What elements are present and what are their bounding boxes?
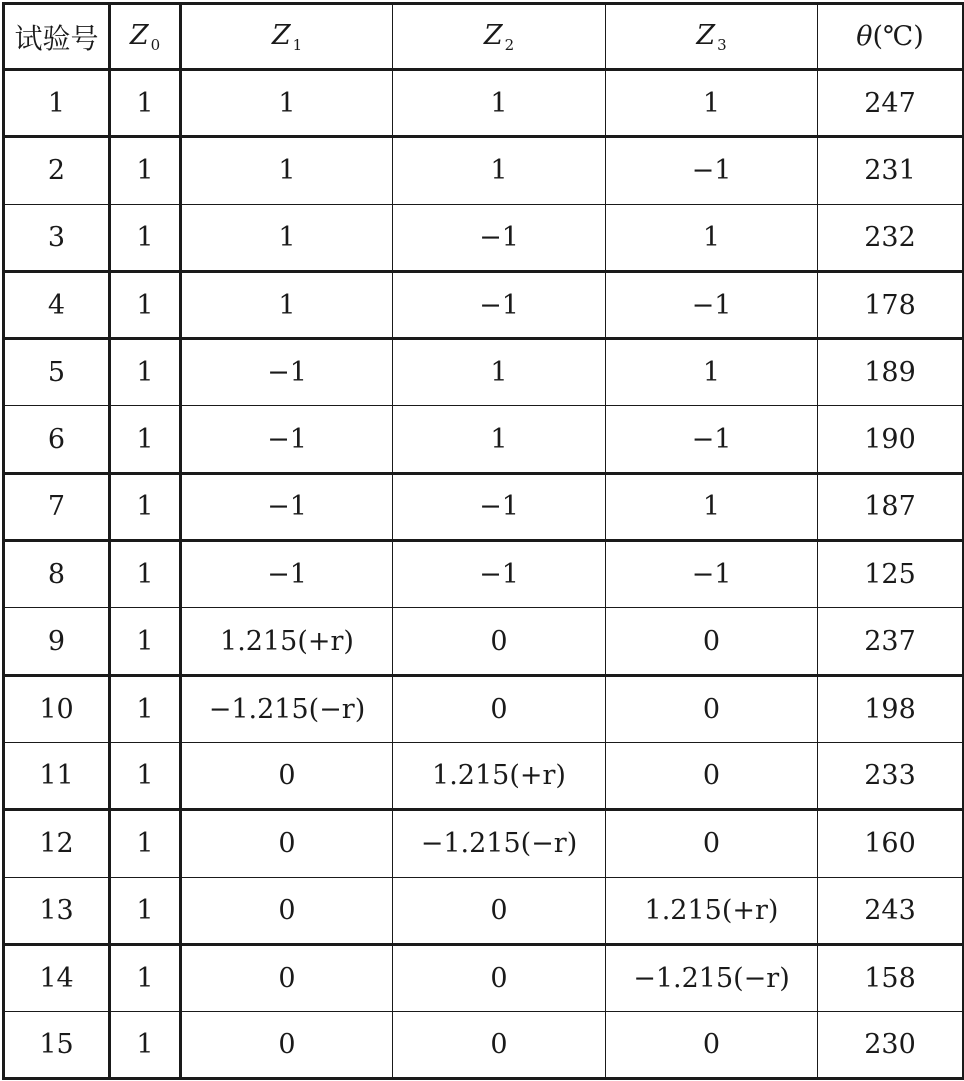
theta-cell: 247: [818, 70, 964, 137]
z1-cell: −1: [181, 541, 393, 608]
table-row: [4, 1012, 964, 1079]
theta-cell: 230: [818, 1012, 964, 1079]
theta-cell: 160: [818, 810, 964, 877]
z1-cell: 0: [181, 877, 393, 944]
z1-cell: 0: [181, 944, 393, 1011]
test-number-header: 试验号: [4, 4, 110, 70]
z0-cell: 1: [110, 70, 181, 137]
table-row: [4, 339, 964, 406]
z2-cell: 1.215(+r): [393, 742, 606, 809]
theta-cell: 231: [818, 137, 964, 204]
z0-cell: 1: [110, 204, 181, 271]
z0-cell: 1: [110, 271, 181, 338]
z2-symbol: Z: [483, 19, 503, 51]
table-row: [4, 204, 964, 271]
header-row: [4, 4, 964, 70]
test-number-cell: 13: [4, 877, 110, 944]
z3-cell: 1.215(+r): [606, 877, 818, 944]
z0-symbol: Z: [129, 19, 149, 51]
test-number-cell: 12: [4, 810, 110, 877]
z2-cell: 0: [393, 608, 606, 675]
table-row: [4, 541, 964, 608]
table-row: [4, 877, 964, 944]
z2-cell: 0: [393, 675, 606, 742]
z3-cell: 1: [606, 70, 818, 137]
z0-cell: 1: [110, 742, 181, 809]
test-number-cell: 11: [4, 742, 110, 809]
test-number-cell: 2: [4, 137, 110, 204]
z2-cell: 1: [393, 70, 606, 137]
z3-cell: 1: [606, 204, 818, 271]
theta-cell: 243: [818, 877, 964, 944]
theta-cell: 189: [818, 339, 964, 406]
test-number-cell: 10: [4, 675, 110, 742]
z2-cell: 1: [393, 406, 606, 473]
z1-cell: 1.215(+r): [181, 608, 393, 675]
z0-cell: 1: [110, 877, 181, 944]
z1-cell: 1: [181, 137, 393, 204]
theta-cell: 232: [818, 204, 964, 271]
z3-subscript: 3: [717, 35, 727, 54]
z2-header: [393, 4, 606, 70]
z3-cell: −1: [606, 137, 818, 204]
z0-cell: 1: [110, 810, 181, 877]
z3-cell: −1: [606, 271, 818, 338]
z3-header: [606, 4, 818, 70]
z3-symbol: Z: [696, 19, 716, 51]
z3-cell: 1: [606, 339, 818, 406]
theta-cell: 233: [818, 742, 964, 809]
z1-cell: 1: [181, 204, 393, 271]
z1-cell: −1: [181, 406, 393, 473]
z2-cell: 1: [393, 137, 606, 204]
z3-cell: 0: [606, 810, 818, 877]
z0-cell: 1: [110, 608, 181, 675]
z0-cell: 1: [110, 473, 181, 540]
table-row: [4, 944, 964, 1011]
z0-cell: 1: [110, 675, 181, 742]
table-row: [4, 810, 964, 877]
z2-cell: −1.215(−r): [393, 810, 606, 877]
z0-header: [110, 4, 181, 70]
z1-symbol: Z: [271, 19, 291, 51]
z0-subscript: 0: [150, 35, 161, 54]
z1-cell: 0: [181, 810, 393, 877]
z1-cell: 0: [181, 742, 393, 809]
z2-cell: −1: [393, 541, 606, 608]
z3-cell: −1.215(−r): [606, 944, 818, 1011]
test-number-cell: 8: [4, 541, 110, 608]
experiment-design-table: [2, 2, 964, 1080]
test-number-cell: 15: [4, 1012, 110, 1079]
theta-cell: 190: [818, 406, 964, 473]
test-number-cell: 1: [4, 70, 110, 137]
z3-cell: 0: [606, 675, 818, 742]
table-row: [4, 608, 964, 675]
z0-cell: 1: [110, 1012, 181, 1079]
table-body: [4, 70, 964, 1079]
z2-subscript: 2: [504, 35, 515, 54]
z0-cell: 1: [110, 406, 181, 473]
theta-symbol: θ: [856, 21, 873, 52]
z3-cell: 0: [606, 1012, 818, 1079]
test-number-cell: 14: [4, 944, 110, 1011]
theta-cell: 237: [818, 608, 964, 675]
z2-cell: −1: [393, 271, 606, 338]
theta-cell: 198: [818, 675, 964, 742]
table-row: [4, 70, 964, 137]
test-number-cell: 6: [4, 406, 110, 473]
z2-cell: 0: [393, 944, 606, 1011]
table-row: [4, 271, 964, 338]
z1-cell: 1: [181, 271, 393, 338]
z3-cell: 0: [606, 742, 818, 809]
theta-cell: 125: [818, 541, 964, 608]
z1-cell: −1.215(−r): [181, 675, 393, 742]
z0-cell: 1: [110, 137, 181, 204]
z1-cell: −1: [181, 473, 393, 540]
theta-header: [818, 4, 964, 70]
z1-cell: 1: [181, 70, 393, 137]
table-row: [4, 675, 964, 742]
theta-unit: (℃): [872, 21, 924, 52]
z1-cell: −1: [181, 339, 393, 406]
z0-cell: 1: [110, 541, 181, 608]
z3-cell: 0: [606, 608, 818, 675]
z0-cell: 1: [110, 339, 181, 406]
z3-cell: 1: [606, 473, 818, 540]
z3-cell: −1: [606, 406, 818, 473]
test-number-cell: 4: [4, 271, 110, 338]
test-number-cell: 9: [4, 608, 110, 675]
theta-cell: 178: [818, 271, 964, 338]
test-number-cell: 3: [4, 204, 110, 271]
test-number-cell: 7: [4, 473, 110, 540]
theta-cell: 187: [818, 473, 964, 540]
theta-cell: 158: [818, 944, 964, 1011]
z2-cell: 0: [393, 877, 606, 944]
test-number-cell: 5: [4, 339, 110, 406]
z2-cell: 1: [393, 339, 606, 406]
table-row: [4, 137, 964, 204]
table-row: [4, 406, 964, 473]
z1-cell: 0: [181, 1012, 393, 1079]
z2-cell: −1: [393, 204, 606, 271]
z1-subscript: 1: [292, 35, 303, 54]
z1-header: [181, 4, 393, 70]
table-row: [4, 742, 964, 809]
table-row: [4, 473, 964, 540]
z2-cell: −1: [393, 473, 606, 540]
z2-cell: 0: [393, 1012, 606, 1079]
z0-cell: 1: [110, 944, 181, 1011]
z3-cell: −1: [606, 541, 818, 608]
